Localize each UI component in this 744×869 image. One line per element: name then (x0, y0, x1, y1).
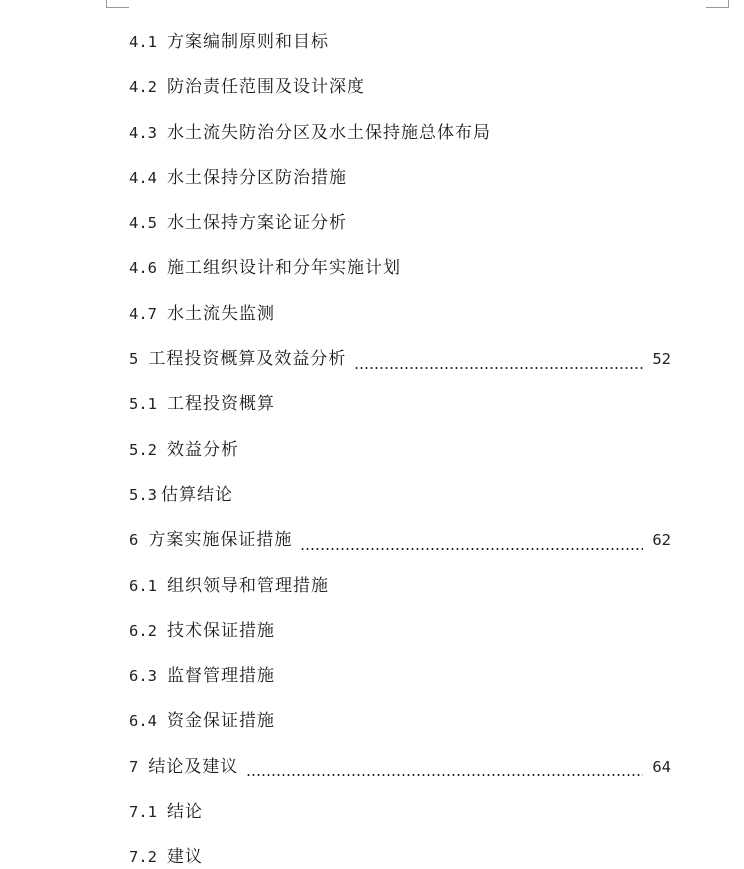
toc-entry-title: 监督管理措施 (167, 666, 275, 687)
toc-entry-number: 6.3 (129, 667, 157, 686)
toc-entry[interactable] (129, 391, 671, 436)
toc-dot-leader (354, 367, 643, 369)
toc-entry-title: 估算结论 (161, 484, 233, 505)
toc-entry-title: 效益分析 (167, 439, 239, 460)
toc-entry-number: 7.1 (129, 803, 157, 822)
toc-entry[interactable] (129, 573, 671, 618)
toc-entry[interactable] (129, 210, 671, 255)
toc-entry[interactable] (129, 708, 671, 753)
toc-entry-number: 4.7 (129, 304, 157, 323)
toc-entry-number: 6 (129, 531, 139, 550)
toc-entry[interactable] (129, 29, 671, 74)
toc-entry-number: 5 (129, 350, 139, 369)
toc-entry[interactable] (129, 754, 671, 799)
toc-entry-number: 4.3 (129, 123, 157, 142)
toc-page-number: 64 (652, 757, 671, 776)
toc-entry[interactable] (129, 618, 671, 663)
toc-page-number: 62 (652, 531, 671, 550)
toc-entry[interactable] (129, 482, 671, 527)
toc-entry-number: 6.2 (129, 621, 157, 640)
toc-entry-title: 水土流失防治分区及水土保持施总体布局 (167, 122, 491, 143)
toc-entry-title: 施工组织设计和分年实施计划 (167, 258, 401, 279)
table-of-contents (129, 29, 671, 869)
toc-entry-title: 资金保证措施 (167, 711, 275, 732)
toc-entry-title: 工程投资概算及效益分析 (148, 349, 347, 370)
toc-entry-number: 7 (129, 757, 139, 776)
toc-entry[interactable] (129, 74, 671, 119)
toc-entry[interactable] (129, 844, 671, 869)
toc-entry[interactable] (129, 437, 671, 482)
margin-corner-mark-right (706, 0, 729, 8)
toc-entry-title: 结论及建议 (148, 756, 239, 777)
toc-entry[interactable] (129, 301, 671, 346)
toc-entry[interactable] (129, 527, 671, 572)
toc-entry-number: 5.2 (129, 440, 157, 459)
toc-entry-number: 5.1 (129, 395, 157, 414)
toc-entry[interactable] (129, 120, 671, 165)
toc-page-number: 52 (652, 350, 671, 369)
toc-entry-number: 4.4 (129, 168, 157, 187)
toc-entry-number: 4.6 (129, 259, 157, 278)
toc-entry[interactable] (129, 346, 671, 391)
toc-entry-number: 5.3 (129, 485, 157, 504)
toc-entry-title: 组织领导和管理措施 (167, 575, 329, 596)
toc-entry[interactable] (129, 165, 671, 210)
toc-entry[interactable] (129, 799, 671, 844)
toc-entry-number: 7.2 (129, 848, 157, 867)
toc-entry-title: 水土保持分区防治措施 (167, 167, 347, 188)
toc-entry-number: 4.1 (129, 33, 157, 51)
toc-dot-leader (300, 548, 643, 550)
toc-entry-title: 水土流失监测 (167, 303, 275, 324)
toc-entry-title: 工程投资概算 (167, 394, 275, 415)
toc-entry[interactable] (129, 255, 671, 300)
margin-corner-mark-left (106, 0, 129, 8)
toc-entry-title: 结论 (167, 802, 203, 823)
toc-entry-title: 防治责任范围及设计深度 (167, 77, 365, 98)
toc-dot-leader (246, 774, 643, 776)
toc-entry-number: 6.1 (129, 576, 157, 595)
toc-entry[interactable] (129, 663, 671, 708)
toc-entry-number: 4.2 (129, 78, 157, 97)
toc-entry-number: 4.5 (129, 214, 157, 233)
toc-entry-title: 技术保证措施 (167, 620, 275, 641)
toc-entry-number: 6.4 (129, 712, 157, 731)
toc-entry-title: 方案编制原则和目标 (167, 32, 329, 52)
toc-entry-title: 建议 (167, 847, 203, 868)
toc-entry-title: 水土保持方案论证分析 (167, 213, 347, 234)
toc-entry-title: 方案实施保证措施 (148, 530, 293, 551)
